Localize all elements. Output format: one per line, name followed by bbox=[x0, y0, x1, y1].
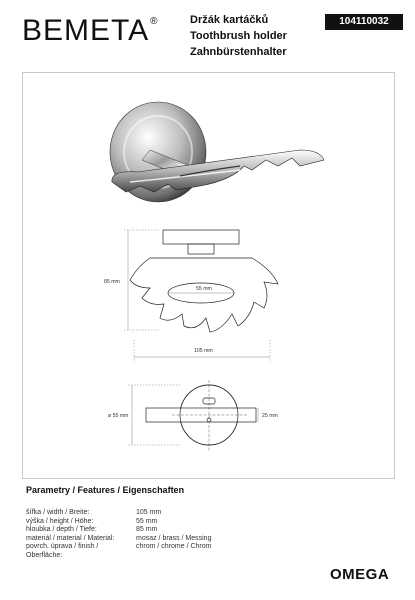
title-de: Zahnbürstenhalter bbox=[190, 46, 287, 58]
product-code-badge: 104110032 bbox=[325, 14, 403, 30]
diameter-dimension: ø 55 mm bbox=[108, 413, 129, 419]
spec-row bbox=[26, 518, 396, 527]
specs-title: Parametry / Features / Eigenschaften bbox=[26, 485, 185, 495]
spec-row bbox=[26, 526, 396, 535]
spec-value: chrom / chrome / Chrom bbox=[136, 543, 212, 551]
spec-value: 55 mm bbox=[136, 517, 158, 525]
specs-table bbox=[26, 509, 396, 561]
spec-row bbox=[26, 535, 396, 544]
spec-row bbox=[26, 543, 396, 560]
specs-section bbox=[26, 485, 396, 561]
stem bbox=[188, 244, 214, 254]
spec-row bbox=[26, 509, 396, 518]
brand-name: BEMETA bbox=[22, 14, 150, 47]
width-dimension: 105 mm bbox=[194, 348, 213, 354]
depth-dimension: 25 mm bbox=[262, 413, 278, 419]
registered-mark: ® bbox=[150, 16, 159, 27]
title-en: Toothbrush holder bbox=[190, 30, 287, 42]
series-name: OMEGA bbox=[330, 566, 390, 583]
spec-value: mosaz / brass / Messing bbox=[136, 534, 212, 542]
spec-label: šířka / width / Breite: bbox=[26, 509, 90, 516]
spec-value: 85 mm bbox=[136, 526, 158, 534]
holder-outline bbox=[130, 258, 278, 332]
spec-value: 105 mm bbox=[136, 509, 162, 516]
spec-label: výška / height / Höhe: bbox=[26, 517, 94, 525]
inner-dimension: 55 mm bbox=[196, 286, 212, 292]
spec-label: povrch. úprava / finish / Oberfläche: bbox=[26, 543, 99, 559]
front-dimension-lines bbox=[124, 230, 270, 362]
product-photo bbox=[110, 102, 324, 202]
title-cz: Držák kartáčků bbox=[190, 14, 269, 26]
spec-label: hloubka / depth / Tiefe: bbox=[26, 526, 97, 534]
wall-mount bbox=[163, 230, 239, 244]
front-view bbox=[130, 230, 278, 332]
side-view bbox=[146, 380, 256, 452]
height-dimension: 85 mm bbox=[104, 279, 120, 285]
spec-label: materiál / material / Material: bbox=[26, 534, 115, 542]
